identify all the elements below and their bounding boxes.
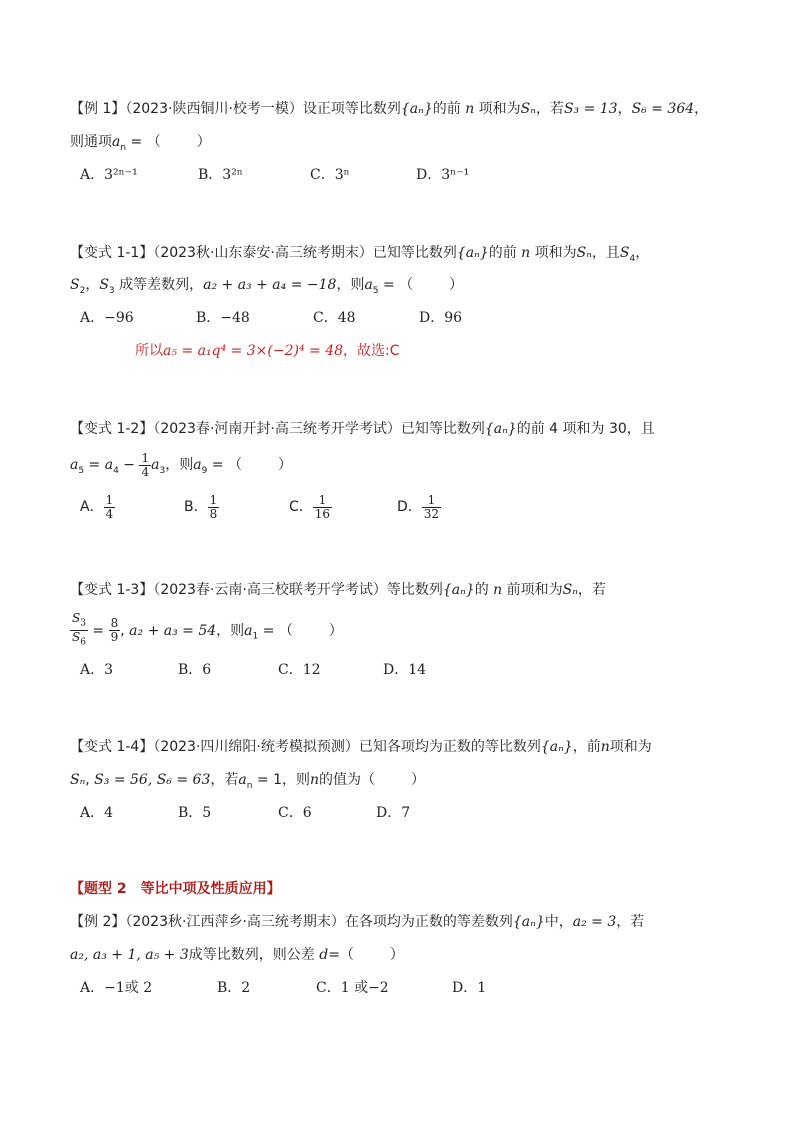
variant-1-4-stem-line2: Sₙ, S₃ = 56, S₆ = 63，若$a_n = 1$，则n的值为（ ） <box>70 772 426 791</box>
option-c[interactable]: C． $\frac{1}{16}$ <box>289 492 331 521</box>
option-b[interactable]: B．6 <box>178 662 212 678</box>
variant-1-2-tag: 【变式 1-2】 <box>70 421 154 437</box>
option-b[interactable]: B．3²ⁿ <box>198 167 243 183</box>
variant-1-1-stem-line2: $S_2$，$S_3$ 成等差数列，a₂ + a₃ + a₄ = −18，则$a_5$ = （ ） <box>70 277 464 296</box>
example-1-stem-line2: 则通项$a_n$ = （ ） <box>70 134 211 153</box>
variant-1-2-stem-line1: 【变式 1-2】（2023春·河南开封·高三统考开学考试）已知等比数列{aₙ}的前 4 项和为 30，且 <box>70 421 655 437</box>
option-b[interactable]: B．2 <box>217 980 251 996</box>
variant-1-3-stem-line1: 【变式 1-3】（2023春·云南·高三校联考开学考试）等比数列{aₙ}的 n 前项和为Sₙ，若 <box>70 582 606 598</box>
option-d[interactable]: D．96 <box>419 310 463 326</box>
variant-1-3-tag: 【变式 1-3】 <box>70 582 154 598</box>
section-2-heading: 【题型 2 等比中项及性质应用】 <box>70 881 281 897</box>
example-1-stem-line1: 【例 1】（2023·陕西铜川·校考一模）设正项等比数列{aₙ}的前 n 项和为Sₙ，若S₃ = 13，S₆ = 364， <box>70 101 709 117</box>
option-a[interactable]: A．−96 <box>80 310 134 326</box>
variant-1-4-stem-line1: 【变式 1-4】（2023·四川绵阳·统考模拟预测）已知各项均为正数的等比数列{aₙ}，前n项和为 <box>70 739 652 755</box>
variant-1-1-stem-line1: 【变式 1-1】（2023秋·山东泰安·高三统考期末）已知等比数列{aₙ}的前 n 项和为Sₙ，且$S_4$， <box>70 245 650 264</box>
example-2-tag: 【例 2】 <box>70 914 126 930</box>
option-d[interactable]: D．1 <box>452 980 487 996</box>
option-a[interactable]: A．4 <box>80 805 114 821</box>
example-1-tag: 【例 1】 <box>70 101 126 117</box>
option-c[interactable]: C．12 <box>278 662 321 678</box>
example-1-source: （2023·陕西铜川·校考一模） <box>125 101 303 117</box>
example-2-stem-line2: a₂, a₃ + 1, a₅ + 3成等比数列，则公差 d=（ ） <box>70 947 404 963</box>
example-2-source: （2023秋·江西萍乡·高三统考期末） <box>125 914 345 930</box>
variant-1-4-tag: 【变式 1-4】 <box>70 739 154 755</box>
variant-1-4-source: （2023·四川绵阳·统考模拟预测） <box>153 739 359 755</box>
option-c[interactable]: C．3ⁿ <box>310 167 350 183</box>
option-d[interactable]: D． $\frac{1}{32}$ <box>397 492 440 521</box>
option-c[interactable]: C．6 <box>278 805 312 821</box>
option-b[interactable]: B．−48 <box>196 310 250 326</box>
option-a[interactable]: A．−1或 2 <box>80 980 153 996</box>
option-d[interactable]: D．14 <box>383 662 427 678</box>
option-a[interactable]: A．3²ⁿ⁻¹ <box>80 167 138 183</box>
option-b[interactable]: B． $\frac{1}{8}$ <box>184 492 218 521</box>
option-d[interactable]: D．3ⁿ⁻¹ <box>416 167 470 183</box>
option-d[interactable]: D．7 <box>376 805 411 821</box>
option-a[interactable]: A． $\frac{1}{4}$ <box>80 492 114 521</box>
option-b[interactable]: B．5 <box>178 805 212 821</box>
variant-1-3-source: （2023春·云南·高三校联考开学考试） <box>153 582 387 598</box>
variant-1-1-answer: 所以a₅ = a₁q⁴ = 3×(−2)⁴ = 48，故选:C <box>135 343 400 359</box>
variant-1-3-stem-line2: $\frac{S_3}{S_6}$ = $\frac{8}{9}$ , a₂ + a₃ = 54，则$a_1$ = （ ） <box>72 611 343 648</box>
option-c[interactable]: C．1 或−2 <box>316 980 389 996</box>
option-a[interactable]: A．3 <box>80 662 114 678</box>
variant-1-1-source: （2023秋·山东泰安·高三统考期末） <box>153 245 373 261</box>
variant-1-2-source: （2023春·河南开封·高三统考开学考试） <box>153 421 401 437</box>
example-2-stem-line1: 【例 2】（2023秋·江西萍乡·高三统考期末）在各项均为正数的等差数列{aₙ}中，a₂ = 3，若 <box>70 914 645 930</box>
variant-1-2-stem-line2: $a_5 = a_4$ − $\frac{1}{4}$ $a_3$，则$a_9$ = （ ） <box>70 450 292 479</box>
variant-1-1-tag: 【变式 1-1】 <box>70 245 154 261</box>
option-c[interactable]: C．48 <box>313 310 356 326</box>
